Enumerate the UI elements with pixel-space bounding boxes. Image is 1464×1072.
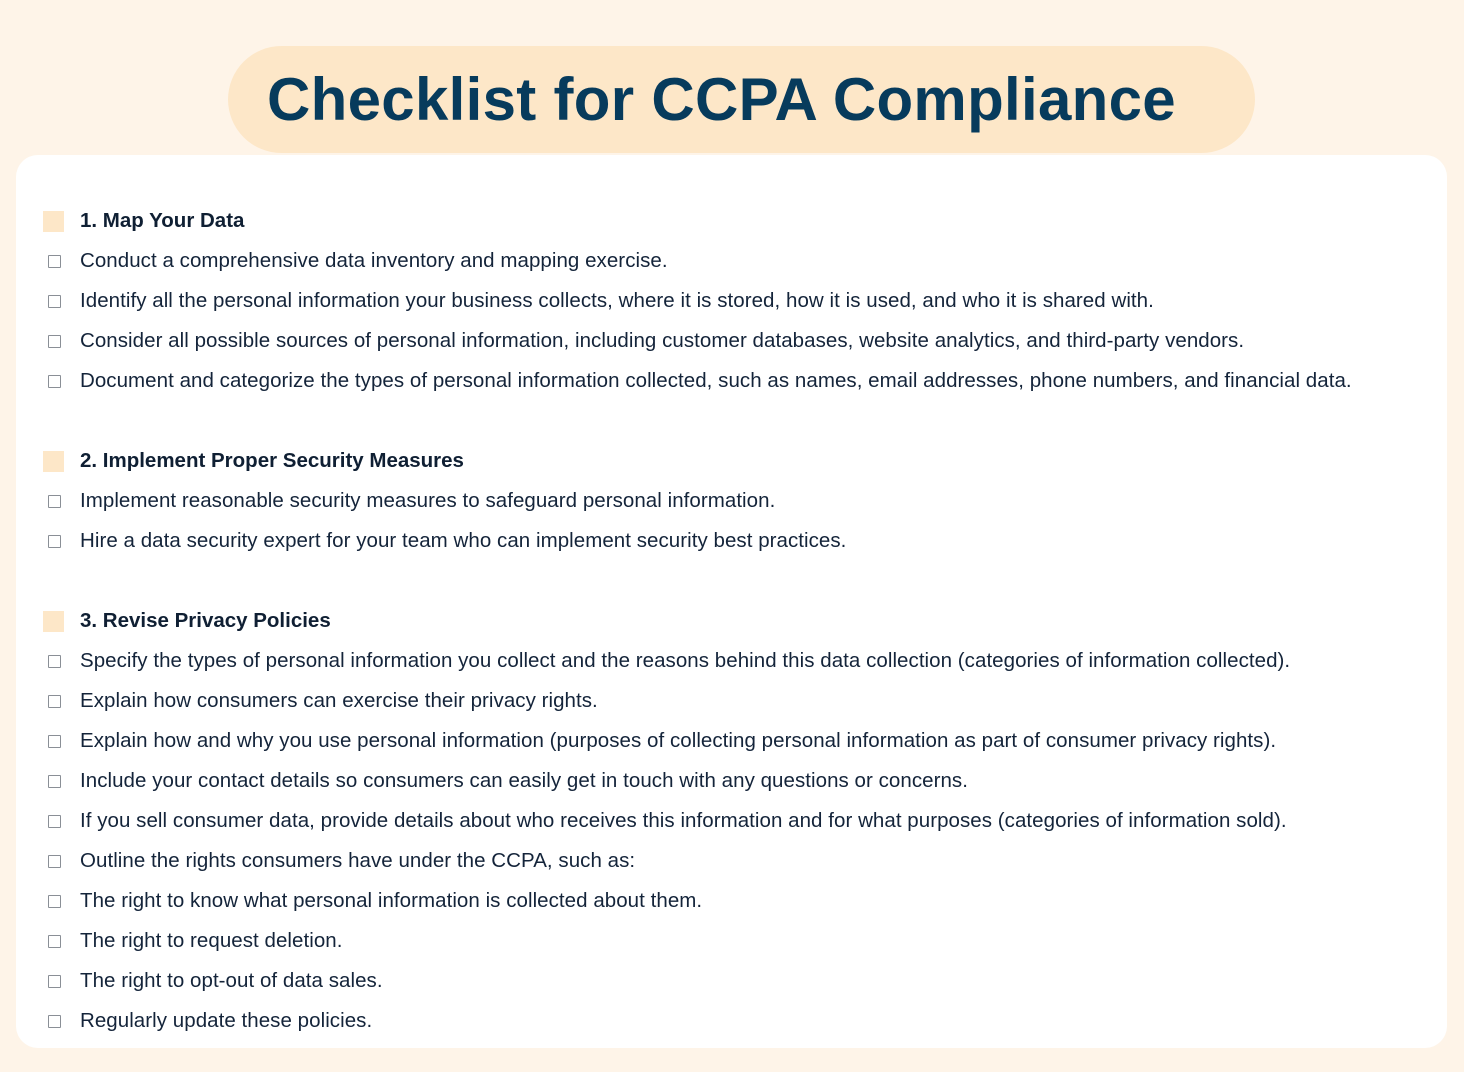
checkbox[interactable] xyxy=(48,735,61,748)
checkbox[interactable] xyxy=(48,935,61,948)
checklist-item-text: Specify the types of personal information you collect and the reasons behind this data collection (categories of information collected). xyxy=(80,649,1291,672)
checklist-item-text: Regularly update these policies. xyxy=(80,1009,373,1032)
section-title: 1. Map Your Data xyxy=(80,209,245,232)
checklist-item-text: The right to know what personal information is collected about them. xyxy=(80,889,703,912)
checklist-item-text: Consider all possible sources of personal information, including customer databases, website analytics, and third-party vendors. xyxy=(80,329,1245,352)
checklist-item-text: Hire a data security expert for your team who can implement security best practices. xyxy=(80,529,847,552)
checklist-item-text: Document and categorize the types of personal information collected, such as names, email addresses, phone numbers, and financial data. xyxy=(80,369,1352,392)
checkbox[interactable] xyxy=(48,975,61,988)
page-title: Checklist for CCPA Compliance xyxy=(267,66,1176,133)
checkbox[interactable] xyxy=(48,295,61,308)
checkbox[interactable] xyxy=(48,775,61,788)
checklist-item-text: The right to opt-out of data sales. xyxy=(80,969,383,992)
checklist-item-text: Conduct a comprehensive data inventory and mapping exercise. xyxy=(80,249,668,272)
checkbox[interactable] xyxy=(48,1015,61,1028)
checkbox[interactable] xyxy=(48,495,61,508)
checkbox[interactable] xyxy=(48,535,61,548)
checklist-item-text: Implement reasonable security measures to safeguard personal information. xyxy=(80,489,776,512)
checklist-item-text: Outline the rights consumers have under the CCPA, such as: xyxy=(80,849,636,872)
checkbox[interactable] xyxy=(48,815,61,828)
checkbox[interactable] xyxy=(48,335,61,348)
checklist-item-text: Identify all the personal information your business collects, where it is stored, how it is used, and who it is shared with. xyxy=(80,289,1154,312)
checkbox[interactable] xyxy=(48,255,61,268)
checkbox[interactable] xyxy=(48,375,61,388)
title-banner xyxy=(228,46,1255,153)
section-marker-icon xyxy=(43,211,64,232)
checkbox[interactable] xyxy=(48,895,61,908)
section-title: 3. Revise Privacy Policies xyxy=(80,609,331,632)
checklist-item-text: Explain how and why you use personal information (purposes of collecting personal information as part of consumer privacy rights). xyxy=(80,729,1277,752)
section-title: 2. Implement Proper Security Measures xyxy=(80,449,464,472)
checklist-item-text: If you sell consumer data, provide details about who receives this information and for what purposes (categories of information sold). xyxy=(80,809,1287,832)
checklist-item-text: Include your contact details so consumers can easily get in touch with any questions or concerns. xyxy=(80,769,968,792)
checklist-item-text: The right to request deletion. xyxy=(80,929,343,952)
checkbox[interactable] xyxy=(48,695,61,708)
section-marker-icon xyxy=(43,451,64,472)
checkbox[interactable] xyxy=(48,855,61,868)
section-marker-icon xyxy=(43,611,64,632)
checklist-item-text: Explain how consumers can exercise their privacy rights. xyxy=(80,689,598,712)
checkbox[interactable] xyxy=(48,655,61,668)
